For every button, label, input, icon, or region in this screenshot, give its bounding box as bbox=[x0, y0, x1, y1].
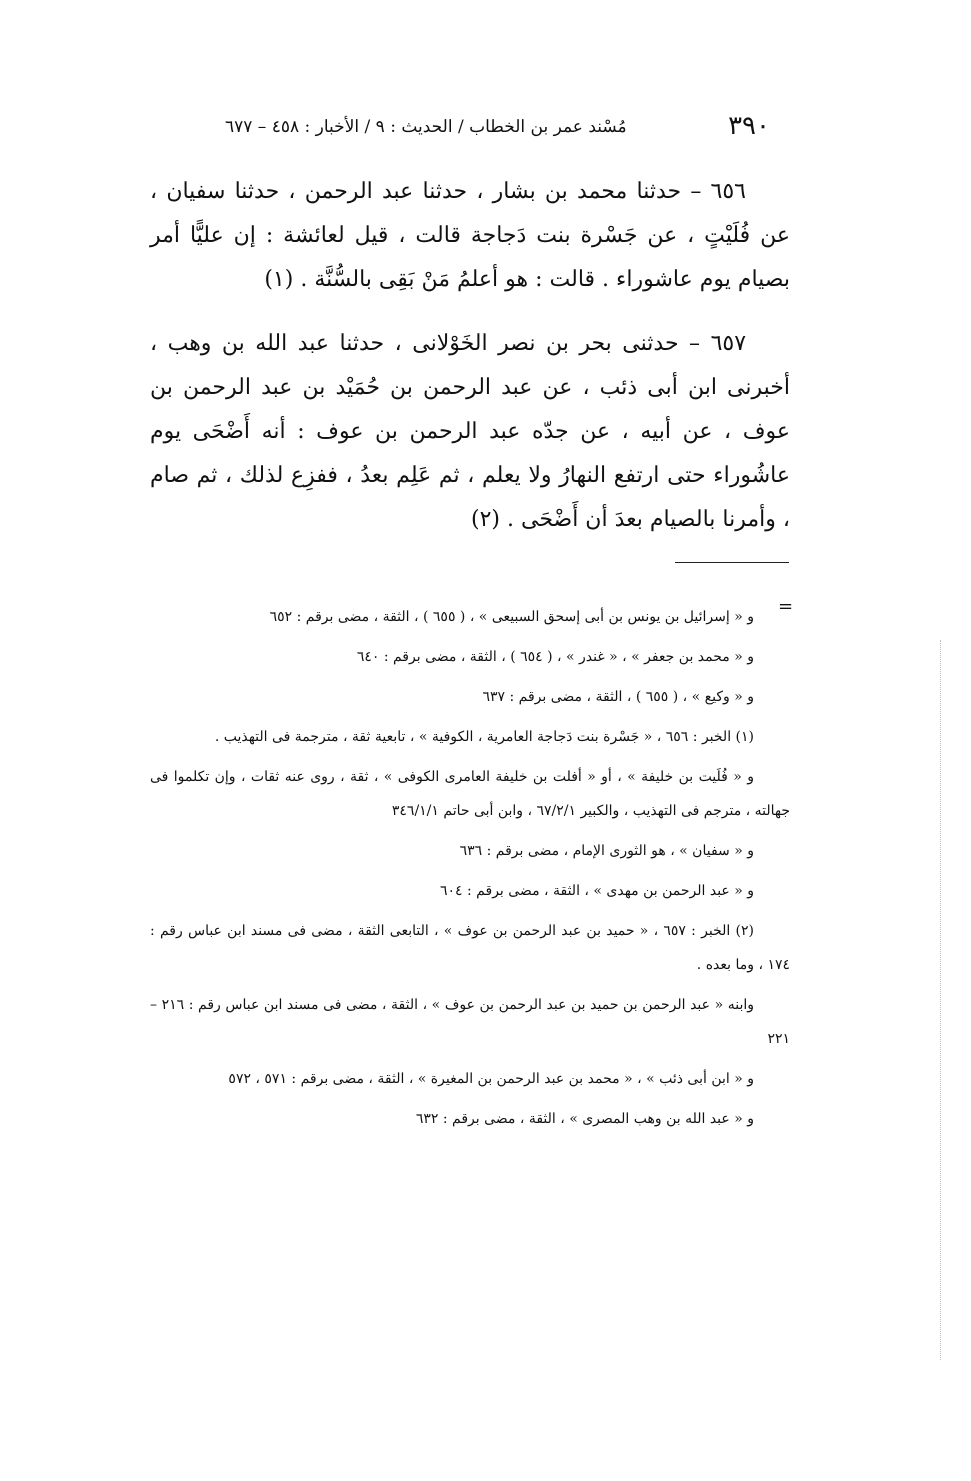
footnote-line: و « عبد الله بن وهب المصرى » ، الثقة ، مضى برقم : ٦٣٢ bbox=[415, 1111, 754, 1127]
scan-edge-artifact bbox=[940, 640, 949, 1360]
footnote-2: (٢) الخبر : ٦٥٧ ، « حميد بن عبد الرحمن بن عوف » ، التابعى الثقة ، مضى فى مسند ابن عباس رقم : ١٧٤ ، وما بعده . bbox=[150, 923, 790, 973]
footnote-continuation-mark: = bbox=[778, 596, 794, 617]
footnote-line: وابنه « عبد الرحمن بن حميد بن عبد الرحمن بن عوف » ، الثقة ، مضى فى مسند ابن عباس رقم : ٢١٦ – ٢٢١ bbox=[150, 997, 790, 1047]
footnote-1: (١) الخبر : ٦٥٦ ، « جَسْرة بنت دَجاجة العامرية ، الكوفية » ، تابعية ثقة ، مترجمة فى التهذيب . bbox=[214, 729, 754, 745]
page-number: ٣٩٠ bbox=[728, 111, 770, 141]
page-header bbox=[225, 108, 770, 144]
footnote-line: و « وكيع » ، ( ٦٥٥ ) ، الثقة ، مضى برقم : ٦٣٧ bbox=[482, 689, 754, 705]
running-title: مُسْند عمر بن الخطاب / الحديث : ٩ / الأخبار : ٤٥٨ – ٦٧٧ bbox=[225, 117, 627, 137]
main-text bbox=[150, 170, 790, 562]
footnote-line: و « إسرائيل بن يونس بن أبى إسحق السبيعى » ، ( ٦٥٥ ) ، الثقة ، مضى برقم : ٦٥٢ bbox=[269, 609, 754, 625]
footnote-line: و « ابن أبى ذئب » ، « محمد بن عبد الرحمن بن المغيرة » ، الثقة ، مضى برقم : ٥٧١ ، ٥٧٢ bbox=[228, 1071, 754, 1087]
footnote-line: و « عبد الرحمن بن مهدى » ، الثقة ، مضى برقم : ٦٠٤ bbox=[440, 883, 754, 899]
footnote-line: و « فُلَيت بن خليفة » ، أو « أفلت بن خليفة العامرى الكوفى » ، ثقة ، روى عنه ثقات ، وإن تكلموا فى جهالته ، مترجم فى التهذيب ، والكبير ٦٧/٢/١ ، وابن أبى حاتم ٣٤٦/١/١ bbox=[150, 769, 790, 819]
footnote-separator bbox=[675, 562, 789, 563]
footnote-line: و « محمد بن جعفر » ، « غندر » ، ( ٦٥٤ ) ، الثقة ، مضى برقم : ٦٤٠ bbox=[356, 649, 754, 665]
hadith-657: ٦٥٧ – حدثنى بحر بن نصر الخَوْلانى ، حدثنا عبد الله بن وهب ، أخبرنى ابن أبى ذئب ، عن عبد الرحمن بن حُمَيْد بن عبد الرحمن بن عوف ، عن أبيه ، عن جدّه عبد الرحمن بن عوف : أنه أَضْحَى يوم عاشُوراء حتى ارتفع النهارُ ولا يعلم ، ثم عَلِم بعدُ ، ففزِع لذلك ، ثم صام ، وأمرنا بالصيام بعدَ أن أَضْحَى . (٢) bbox=[150, 331, 790, 532]
footnotes bbox=[150, 600, 790, 1142]
footnote-line: و « سفيان » ، هو الثورى الإمام ، مضى برقم : ٦٣٦ bbox=[459, 843, 754, 859]
hadith-656: ٦٥٦ – حدثنا محمد بن بشار ، حدثنا عبد الرحمن ، حدثنا سفيان ، عن فُلَيْتٍ ، عن جَسْرة بنت دَجاجة قالت ، قيل لعائشة : إن عليًّا أمر بصيام يوم عاشوراء . قالت : هو أعلمُ مَنْ بَقِى بالسُّنَّة . (١) bbox=[150, 179, 790, 292]
